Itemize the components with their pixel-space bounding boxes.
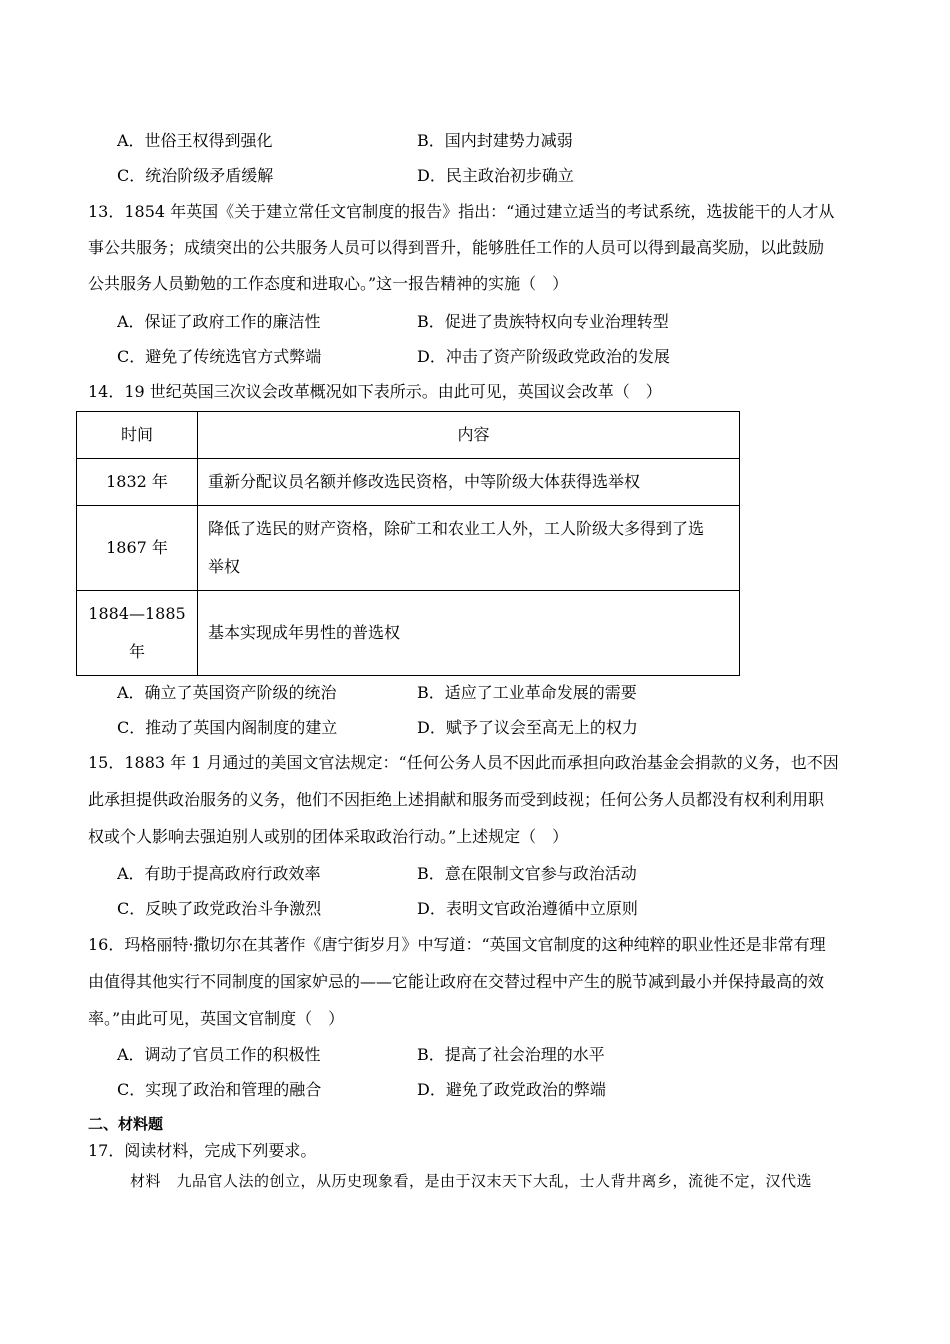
row-content-line-2: 举权 — [208, 557, 241, 576]
section-heading: 二、材料题 — [88, 1115, 164, 1133]
q16-option-a: A．调动了官员工作的积极性 — [117, 1045, 321, 1064]
q14-stem: 14．19 世纪英国三次议会改革概况如下表所示。由此可见，英国议会改革（ ） — [88, 382, 662, 401]
header-time: 时间 — [77, 412, 198, 459]
q17-stem: 17．阅读材料，完成下列要求。 — [88, 1141, 317, 1160]
row-time-line-1: 1884—1885 — [88, 604, 186, 623]
table-header-row — [77, 412, 740, 459]
q14-option-d: D．赋予了议会至高无上的权力 — [417, 718, 638, 737]
q12-option-c: C．统治阶级矛盾缓解 — [117, 166, 274, 185]
row-content: 基本实现成年男性的普选权 — [198, 591, 740, 676]
q13-option-a: A．保证了政府工作的廉洁性 — [117, 312, 321, 331]
q15-option-c: C．反映了政党政治斗争激烈 — [117, 899, 322, 918]
q15-option-a: A．有助于提高政府行政效率 — [117, 864, 321, 883]
q12-option-b: B．国内封建势力减弱 — [417, 131, 573, 150]
q16-option-c: C．实现了政治和管理的融合 — [117, 1080, 322, 1099]
row-time: 1832 年 — [77, 459, 198, 506]
q15-option-b: B．意在限制文官参与政治活动 — [417, 864, 637, 883]
header-content: 内容 — [198, 412, 740, 459]
q13-option-c: C．避免了传统选官方式弊端 — [117, 347, 322, 366]
q14-option-b: B．适应了工业革命发展的需要 — [417, 683, 637, 702]
q12-option-d: D．民主政治初步确立 — [417, 166, 574, 185]
q17-material: 材料 九品官人法的创立，从历史现象看，是由于汉末天下大乱，士人背井离乡，流徙不定，汉代选 — [130, 1172, 813, 1190]
table-row — [77, 459, 740, 506]
row-content-line-1: 降低了选民的财产资格，除矿工和农业工人外，工人阶级大多得到了选 — [208, 519, 705, 538]
row-content: 重新分配议员名额并修改选民资格，中等阶级大体获得选举权 — [198, 459, 740, 506]
q14-option-a: A．确立了英国资产阶级的统治 — [117, 683, 337, 702]
q15-stem-line-3: 权或个人影响去强迫别人或别的团体采取政治行动。”上述规定（ ） — [88, 827, 569, 846]
row-content — [198, 506, 740, 591]
q16-option-b: B．提高了社会治理的水平 — [417, 1045, 605, 1064]
table-row — [77, 506, 740, 591]
q12-option-a: A．世俗王权得到强化 — [117, 131, 273, 150]
q13-option-b: B．促进了贵族特权向专业治理转型 — [417, 312, 669, 331]
table-row — [77, 591, 740, 676]
q15-stem-line-2: 此承担提供政治服务的义务，他们不因拒绝上述捐献和服务而受到歧视；任何公务人员都没有权利利用职 — [88, 790, 825, 809]
q16-stem-line-2: 由值得其他实行不同制度的国家妒忌的——它能让政府在交替过程中产生的脱节减到最小并保持最高的效 — [88, 972, 825, 991]
q16-stem-line-3: 率。”由此可见，英国文官制度（ ） — [88, 1009, 345, 1028]
q13-option-d: D．冲击了资产阶级政党政治的发展 — [417, 347, 670, 366]
q15-option-d: D．表明文官政治遵循中立原则 — [417, 899, 638, 918]
q16-stem-line-1: 16．玛格丽特·撒切尔在其著作《唐宁街岁月》中写道：“英国文官制度的这种纯粹的职业性还是非常有理 — [88, 935, 826, 954]
row-time — [77, 591, 198, 676]
q13-stem-line-2: 事公共服务；成绩突出的公共服务人员可以得到晋升，能够胜任工作的人员可以得到最高奖励，以此鼓励 — [88, 238, 825, 257]
q13-stem-line-3: 公共服务人员勤勉的工作态度和进取心。”这一报告精神的实施（ ） — [88, 274, 569, 293]
q15-stem-line-1: 15．1883 年 1 月通过的美国文官法规定：“任何公务人员不因此而承担向政治基金会捐款的义务，也不因 — [88, 753, 839, 772]
row-time-line-2: 年 — [128, 642, 145, 661]
row-time: 1867 年 — [77, 506, 198, 591]
reform-table — [76, 411, 740, 676]
q14-option-c: C．推动了英国内阁制度的建立 — [117, 718, 338, 737]
q13-stem-line-1: 13．1854 年英国《关于建立常任文官制度的报告》指出：“通过建立适当的考试系统，选拔能干的人才从 — [88, 202, 835, 221]
q16-option-d: D．避免了政党政治的弊端 — [417, 1080, 606, 1099]
